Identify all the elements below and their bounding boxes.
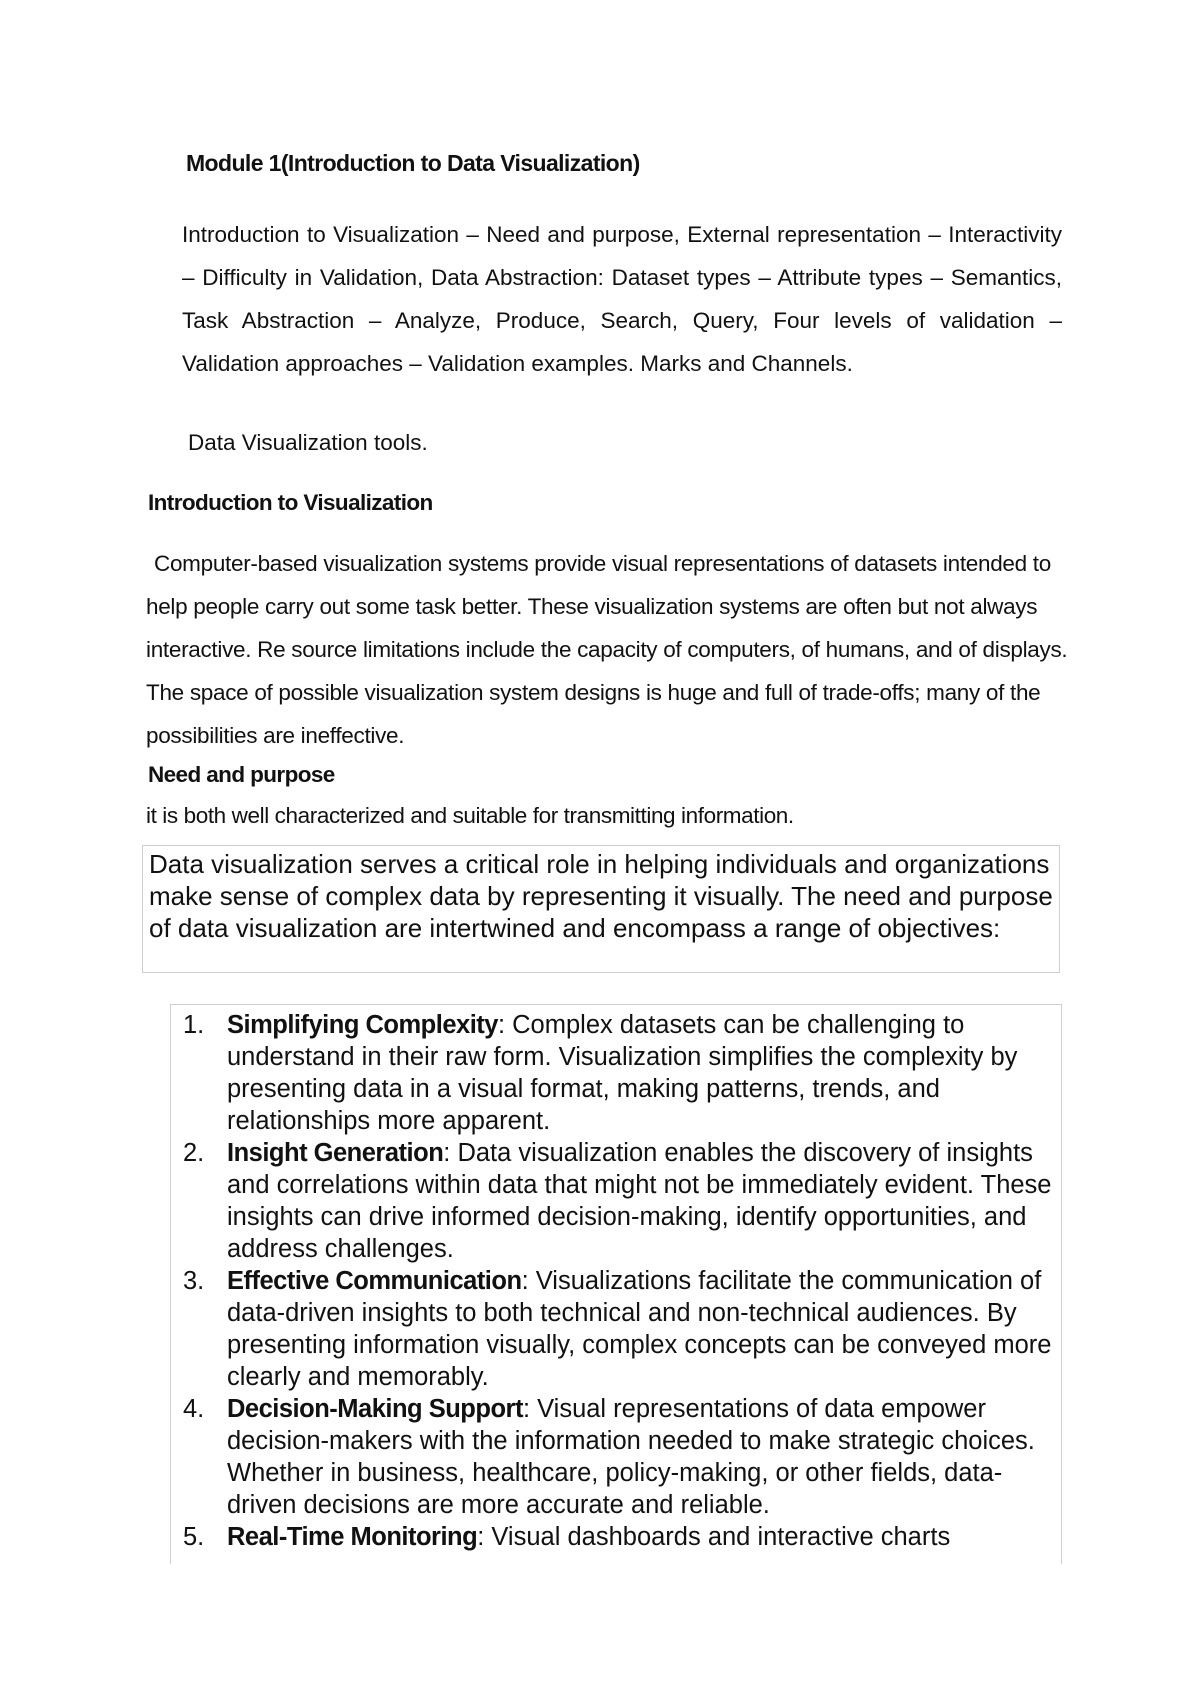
list-item — [183, 1521, 1061, 1553]
intro-paragraph-text: Computer-based visualization systems provide visual representations of datasets intended to help people carry out some task better. These visualization systems are often but not always interactive. Re source limitations include the capacity of computers, of humans, and of displays. The space of possible visualization system designs is huge and full of trade-offs; many of the possibilities are ineffective. — [146, 551, 1068, 748]
list-number: 1. — [183, 1011, 205, 1039]
list-item — [183, 1009, 1061, 1137]
list-number: 3. — [183, 1267, 205, 1295]
intro-heading: Introduction to Visualization — [148, 490, 433, 515]
list-text: : Data visualization enables the discovery of insights and correlations within data that might not be immediately evident. These insights can drive informed decision-making, identify opportunities, and address challenges. — [227, 1139, 1052, 1263]
list-item — [183, 1393, 1061, 1521]
list-number: 4. — [183, 1395, 205, 1423]
list-item — [183, 1265, 1061, 1393]
list-term: Effective Communication — [227, 1267, 522, 1295]
need-heading: Need and purpose — [148, 762, 335, 787]
list-item — [183, 1137, 1061, 1265]
list-text: : Visual representations of data empower decision-makers with the information needed to make strategic choices. Whether in business, healthcare, policy-making, or other fields, data-driven decisions are more accurate and reliable. — [227, 1395, 1035, 1519]
syllabus-paragraph: Introduction to Visualization – Need and purpose, External representation – Interactivity – Difficulty in Validation, Data Abstraction: Dataset types – Attribute types – Semantics, Task Abstraction – Analyze, Produce, Search, Query, Four levels of validation – Validation approaches – Validation examples. Marks and Channels. — [182, 222, 1062, 376]
list-term: Simplifying Complexity — [227, 1011, 498, 1039]
list-number: 5. — [183, 1523, 205, 1551]
objectives-list — [171, 1005, 1061, 1553]
list-number: 2. — [183, 1139, 205, 1167]
list-term: Real-Time Monitoring — [227, 1523, 478, 1551]
list-term: Decision-Making Support — [227, 1395, 523, 1423]
list-term: Insight Generation — [227, 1139, 444, 1167]
module-title: Module 1(Introduction to Data Visualization) — [186, 150, 640, 176]
list-text: : Visual dashboards and interactive charts — [477, 1523, 951, 1551]
list-text: : Complex datasets can be challenging to understand in their raw form. Visualization simplifies the complexity by presenting data in a visual format, making patterns, trends, and relationships more apparent. — [227, 1011, 1018, 1135]
objectives-intro-box: Data visualization serves a critical role in helping individuals and organizations make sense of complex data by representing it visually. The need and purpose of data visualization are intertwined and encompass a range of objectives: — [142, 845, 1060, 973]
need-line: it is both well characterized and suitable for transmitting information. — [146, 803, 794, 828]
objectives-list-box — [170, 1004, 1062, 1564]
tools-line: Data Visualization tools. — [188, 430, 428, 455]
list-text: : Visualizations facilitate the communication of data-driven insights to both technical and non-technical audiences. By presenting information visually, complex concepts can be conveyed more clearly and memorably. — [227, 1267, 1052, 1391]
intro-paragraph — [146, 542, 1076, 757]
